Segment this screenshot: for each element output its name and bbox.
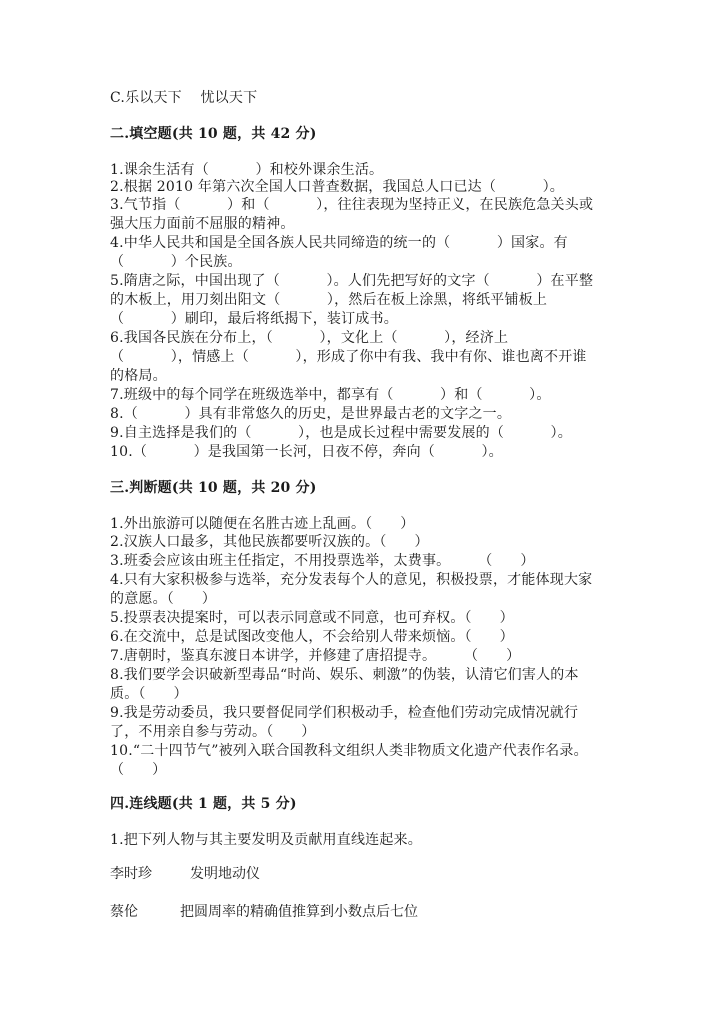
fill-question-line: 9.自主选择是我们的（ ），也是成长过程中需要发展的（ ）。 (110, 425, 572, 441)
judge-question-line: 5.投票表决提案时，可以表示同意或不同意，也可弃权。（ ） (110, 610, 514, 626)
judge-question-line: 9.我是劳动委员，我只要督促同学们积极动手，检查他们劳动完成情况就行 (110, 705, 579, 721)
fill-question-line: （ ）刷印，最后将纸揭下，装订成书。 (110, 311, 398, 327)
fill-question-line: 10.（ ）是我国第一长河，日夜不停，奔向（ ）。 (110, 444, 503, 460)
match-instruction: 1.把下列人物与其主要发明及贡献用直线连起来。 (110, 832, 422, 848)
fill-question-line: 的格局。 (110, 368, 167, 384)
fill-section-title: 二.填空题(共 10 题，共 42 分) (110, 126, 317, 142)
judge-section-title: 三.判断题(共 10 题，共 20 分) (110, 480, 317, 496)
match-section-title: 四.连线题(共 1 题，共 5 分) (110, 796, 297, 812)
option-c-line: C.乐以天下 忧以天下 (110, 90, 258, 106)
fill-question-line: 的木板上，用刀刻出阳文（ ），然后在板上涂黑，将纸平铺板上 (110, 292, 548, 308)
match-person-cai-lun: 蔡伦 (110, 904, 138, 920)
judge-question-line: 了，不用亲自参与劳动。（ ） (110, 724, 316, 740)
fill-question-line: 4.中华人民共和国是全国各族人民共同缔造的统一的（ ）国家。有 (110, 235, 568, 251)
fill-question-line: 3.气节指（ ）和（ ），往往表现为坚持正义，在民族危急关头或 (110, 197, 594, 213)
match-contribution-seismograph: 发明地动仪 (190, 866, 260, 882)
judge-question-line: 1.外出旅游可以随便在名胜古迹上乱画。（ ） (110, 516, 415, 532)
judge-question-line: 的意愿。（ ） (110, 591, 217, 607)
match-contribution-pi: 把圆周率的精确值推算到小数点后七位 (180, 904, 418, 920)
judge-question-line: 质。（ ） (110, 686, 188, 702)
fill-question-line: 强大压力面前不屈服的精神。 (110, 216, 295, 232)
judge-question-line: （ ） (110, 762, 167, 778)
fill-question-line: 2.根据 2010 年第六次全国人口普查数据，我国总人口已达（ ）。 (110, 179, 564, 195)
fill-question-line: 1.课余生活有（ ）和校外课余生活。 (110, 162, 384, 178)
judge-question-line: 8.我们要学会识破新型毒品“时尚、娱乐、刺激”的伪装，认清它们害人的本 (110, 667, 579, 683)
fill-question-line: （ ）个民族。 (110, 254, 242, 270)
judge-question-line: 6.在交流中，总是试图改变他人，不会给别人带来烦恼。（ ） (110, 629, 514, 645)
judge-question-line: 4.只有大家积极参与选举，充分发表每个人的意见，积极投票，才能体现大家 (110, 572, 593, 588)
judge-question-line: 3.班委会应该由班主任指定，不用投票选举，太费事。 （ ） (110, 553, 535, 569)
fill-question-line: （ ），情感上（ ），形成了你中有我、我中有你、谁也离不开谁 (110, 349, 587, 365)
fill-question-line: 6.我国各民族在分布上，（ ），文化上（ ），经济上 (110, 330, 509, 346)
fill-question-line: 5.隋唐之际，中国出现了（ ）。人们先把写好的文字（ ）在平整 (110, 273, 594, 289)
judge-question-line: 2.汉族人口最多，其他民族都要听汉族的。（ ） (110, 534, 429, 550)
judge-question-line: 10.“二十四节气”被列入联合国教科文组织人类非物质文化遗产代表作名录。 (110, 743, 588, 759)
judge-question-line: 7.唐朝时，鉴真东渡日本讲学，并修建了唐招提寺。 （ ） (110, 648, 521, 664)
fill-question-line: 7.班级中的每个同学在班级选举中，都享有（ ）和（ ）。 (110, 387, 551, 403)
fill-question-line: 8.（ ）具有非常悠久的历史，是世界最古老的文字之一。 (110, 406, 512, 422)
match-person-li-shizhen: 李时珍 (110, 866, 152, 882)
